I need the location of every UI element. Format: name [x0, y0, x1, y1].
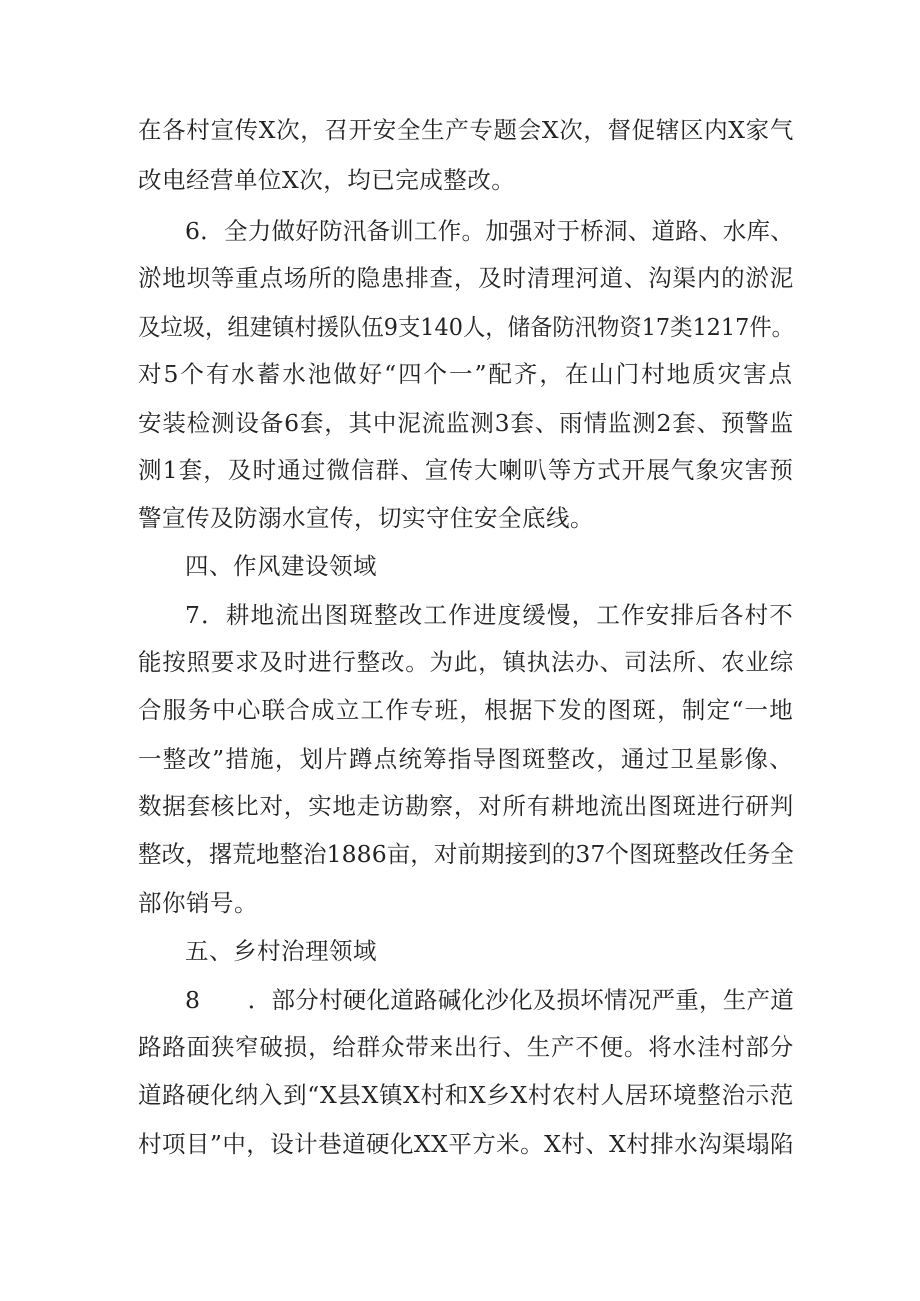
text-line: 测1套，及时通过微信群、宣传大喇叭等方式开展气象灾害预	[138, 456, 794, 484]
paragraph-start: 6．全力做好防汛备训工作。加强对于桥洞、道路、水库、	[185, 217, 794, 245]
text-line: 数据套核比对，实地走访勘察，对所有耕地流出图斑进行研判	[138, 792, 794, 820]
section-heading: 五、乡村治理领域	[185, 937, 377, 965]
text-line: 在各村宣传X次，召开安全生产专题会X次，督促辖区内X家气	[138, 116, 794, 144]
text-line: 警宣传及防溺水宣传，切实守住安全底线。	[138, 504, 594, 532]
text-line: 及垃圾，组建镇村援队伍9支140人，储备防汛物资17类1217件。	[138, 313, 794, 341]
text-line: 道路硬化纳入到“X县X镇X村和X乡X村农村人居环境整治示范	[138, 1081, 794, 1109]
section-heading: 四、作风建设领域	[185, 552, 377, 580]
text-line: 整改，撂荒地整治1886亩，对前期接到的37个图斑整改任务全	[138, 840, 794, 868]
text-line: 一整改”措施，划片蹲点统筹指导图斑整改，通过卫星影像、	[138, 745, 794, 773]
paragraph-start: 8 ．部分村硬化道路碱化沙化及损坏情况严重，生产道	[185, 986, 794, 1014]
text-line: 安装检测设备6套，其中泥流监测3套、雨情监测2套、预警监	[138, 409, 794, 437]
text-line: 改电经营单位X次，均已完成整改。	[138, 166, 516, 194]
text-line: 村项目”中，设计巷道硬化XX平方米。X村、X村排水沟渠塌陷	[138, 1130, 794, 1158]
text-line: 部你销号。	[138, 889, 258, 917]
text-line: 淤地坝等重点场所的隐患排查，及时清理河道、沟渠内的淤泥	[138, 264, 794, 292]
text-line: 对5个有水蓄水池做好“四个一”配齐，在山门村地质灾害点	[138, 360, 794, 388]
paragraph-start: 7．耕地流出图斑整改工作进度缓慢，工作安排后各村不	[185, 601, 794, 629]
text-line: 路路面狭窄破损，给群众带来出行、生产不便。将水洼村部分	[138, 1033, 794, 1061]
text-line: 合服务中心联合成立工作专班，根据下发的图斑，制定“一地	[138, 696, 794, 724]
text-line: 能按照要求及时进行整改。为此，镇执法办、司法所、农业综	[138, 648, 794, 676]
